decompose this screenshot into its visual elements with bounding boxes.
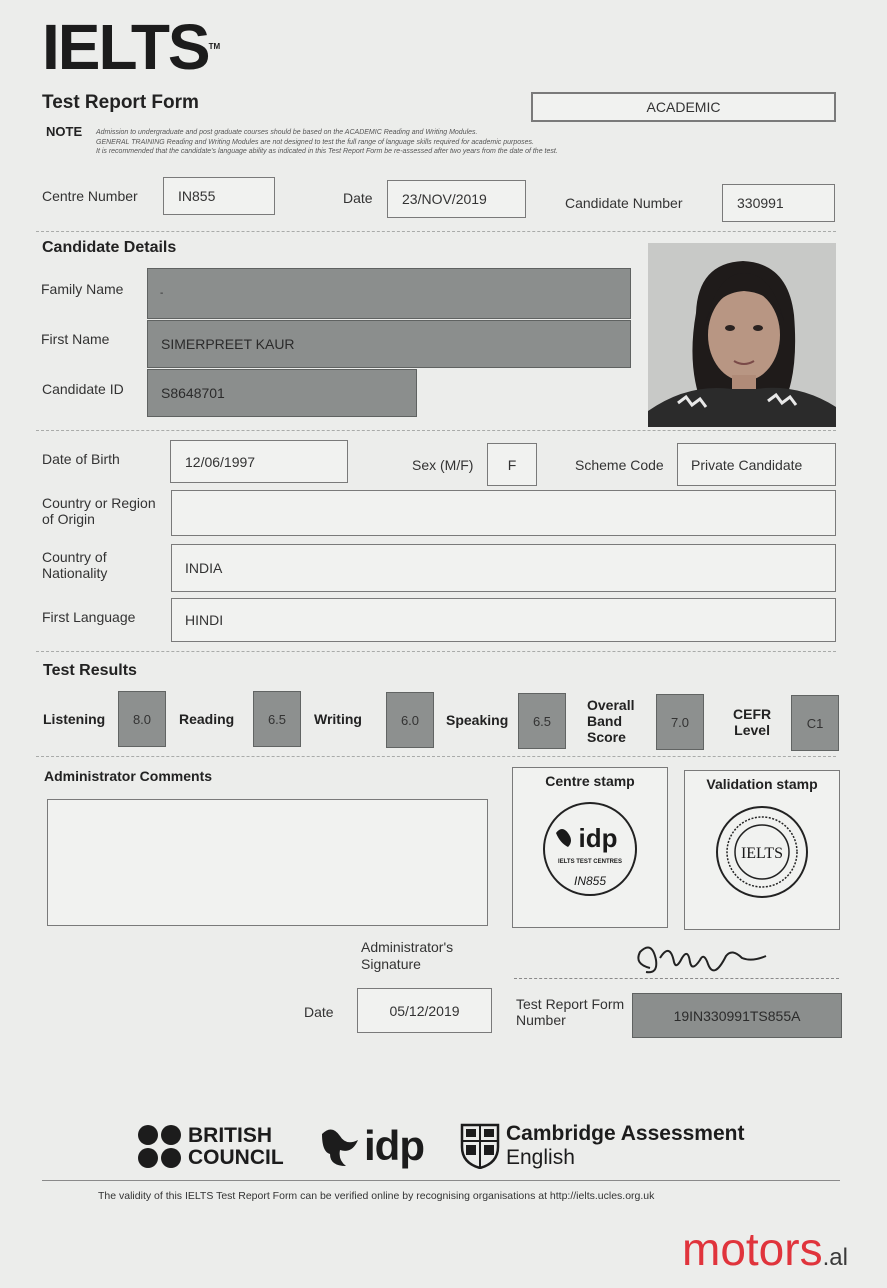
- overall-band-label: Overall Band Score: [587, 697, 635, 745]
- issue-date-value: 05/12/2019: [389, 1002, 460, 1019]
- cambridge-text: Cambridge Assessment: [506, 1122, 745, 1145]
- idp-figure-icon: [318, 1124, 362, 1168]
- stamp-brand-text: idp: [578, 823, 618, 853]
- writing-score: 6.0: [386, 692, 434, 748]
- test-date-value: 23/NOV/2019: [402, 191, 487, 207]
- first-language-box: [171, 598, 836, 642]
- test-date-box: [387, 180, 526, 218]
- candidate-number-label: Candidate Number: [565, 195, 683, 211]
- signature-label: Administrator's Signature: [361, 939, 454, 972]
- note-text: [96, 128, 776, 157]
- first-language-value: HINDI: [185, 612, 224, 628]
- nationality-label: Country of Nationality: [42, 549, 108, 581]
- nationality-box: [171, 544, 836, 592]
- first-name-value: SIMERPREET KAUR: [161, 336, 295, 352]
- trf-number-box: [632, 993, 842, 1038]
- reading-label: Reading: [179, 711, 235, 727]
- divider: [36, 756, 836, 757]
- validation-stamp-label: Validation stamp: [706, 776, 818, 792]
- candidate-id-box: [147, 369, 417, 417]
- divider: [36, 430, 836, 431]
- trf-number-label: Test Report Form Number: [516, 996, 625, 1028]
- candidate-id-label: Candidate ID: [42, 381, 124, 397]
- scheme-code-label: Scheme Code: [575, 457, 664, 473]
- centre-number-box: [163, 177, 275, 215]
- candidate-number-value: 330991: [737, 195, 784, 211]
- scheme-code-value: Private Candidate: [691, 456, 803, 473]
- watermark-brand: motors: [682, 1223, 823, 1275]
- candidate-photo: [648, 243, 836, 427]
- form-title: Test Report Form: [42, 92, 199, 113]
- nationality-value: INDIA: [185, 560, 223, 576]
- motors-watermark: [682, 1222, 848, 1288]
- listening-score: 8.0: [118, 691, 166, 747]
- dob-value: 12/06/1997: [185, 453, 256, 470]
- trademark: TM: [208, 42, 221, 51]
- divider: [36, 651, 836, 652]
- footer-divider: [42, 1180, 840, 1181]
- watermark-tld: .al: [822, 1244, 848, 1271]
- portrait-image: [648, 243, 836, 427]
- validation-stamp-box: [684, 770, 840, 930]
- council-text: COUNCIL: [188, 1146, 284, 1169]
- first-name-label: First Name: [41, 331, 110, 347]
- admin-comments-label: Administrator Comments: [44, 768, 213, 784]
- validity-note: The validity of this IELTS Test Report Form can be verified online by recognising organisations at http://ielts.ucles.org.uk: [98, 1190, 655, 1202]
- module-box: [531, 92, 836, 122]
- dob-box: [170, 440, 348, 483]
- note-line: It is recommended that the candidate's language ability as indicated in this Test Report Form be re-assessed after two years from the date of the test.: [96, 148, 558, 155]
- ielts-validation-seal-icon: [714, 804, 810, 900]
- note-line: GENERAL TRAINING Reading and Writing Modules are not designed to test the full range of language skills required for academic purposes.: [96, 138, 534, 146]
- note-line: Admission to undergraduate and post graduate courses should be based on the ACADEMIC Reading and Writing Modules.: [96, 129, 478, 136]
- seal-text: IELTS: [740, 845, 784, 862]
- origin-label: Country or Region of Origin: [42, 495, 156, 527]
- first-name-box: [147, 320, 631, 368]
- cefr-level-label: CEFR Level: [733, 706, 772, 738]
- sex-label: Sex (M/F): [412, 457, 474, 473]
- centre-stamp-box: [512, 767, 668, 928]
- note-label: NOTE: [46, 124, 83, 139]
- centre-stamp-label: Centre stamp: [545, 773, 635, 789]
- english-text: English: [506, 1146, 575, 1169]
- origin-box: [171, 490, 836, 536]
- dob-label: Date of Birth: [42, 451, 120, 467]
- sex-box: [487, 443, 537, 486]
- overall-band-score: 7.0: [656, 694, 704, 750]
- cambridge-shield-icon: [460, 1123, 500, 1169]
- candidate-id-value: S8648701: [161, 385, 225, 401]
- ielts-logo: IELTS™: [42, 11, 221, 83]
- centre-number-value: IN855: [178, 188, 216, 204]
- admin-comments-box: [47, 799, 488, 926]
- centre-number-label: Centre Number: [42, 188, 138, 204]
- speaking-label: Speaking: [446, 712, 509, 728]
- listening-label: Listening: [43, 711, 106, 727]
- idp-stamp-icon: [540, 799, 640, 899]
- module-value: ACADEMIC: [646, 99, 721, 115]
- british-council-dots-icon: [137, 1124, 183, 1170]
- scheme-code-box: [677, 443, 836, 486]
- issue-date-label: Date: [304, 1004, 334, 1020]
- issue-date-box: [357, 988, 492, 1033]
- cefr-level-score: C1: [791, 695, 839, 751]
- writing-label: Writing: [314, 711, 362, 727]
- stamp-centre-text: IELTS TEST CENTRES: [558, 859, 622, 865]
- reading-score: 6.5: [253, 691, 301, 747]
- first-language-label: First Language: [42, 609, 136, 625]
- sex-value: F: [507, 456, 517, 473]
- idp-text: idp: [364, 1122, 424, 1169]
- family-name-value: -: [160, 288, 164, 299]
- trf-number-value: 19IN330991TS855A: [673, 1007, 801, 1024]
- divider: [36, 231, 836, 232]
- family-name-label: Family Name: [41, 281, 124, 297]
- test-results-title: Test Results: [43, 662, 137, 679]
- candidate-number-box: [722, 184, 835, 222]
- candidate-details-title: Candidate Details: [42, 239, 177, 256]
- british-council-logo: [137, 1124, 284, 1170]
- cambridge-logo: [460, 1122, 744, 1170]
- british-text: BRITISH: [188, 1124, 272, 1147]
- speaking-score: 6.5: [518, 693, 566, 749]
- stamp-centre-code: IN855: [573, 874, 607, 888]
- family-name-box: [147, 268, 631, 319]
- signature-line: [514, 978, 839, 979]
- date-label: Date: [343, 190, 373, 206]
- idp-logo: [318, 1122, 424, 1170]
